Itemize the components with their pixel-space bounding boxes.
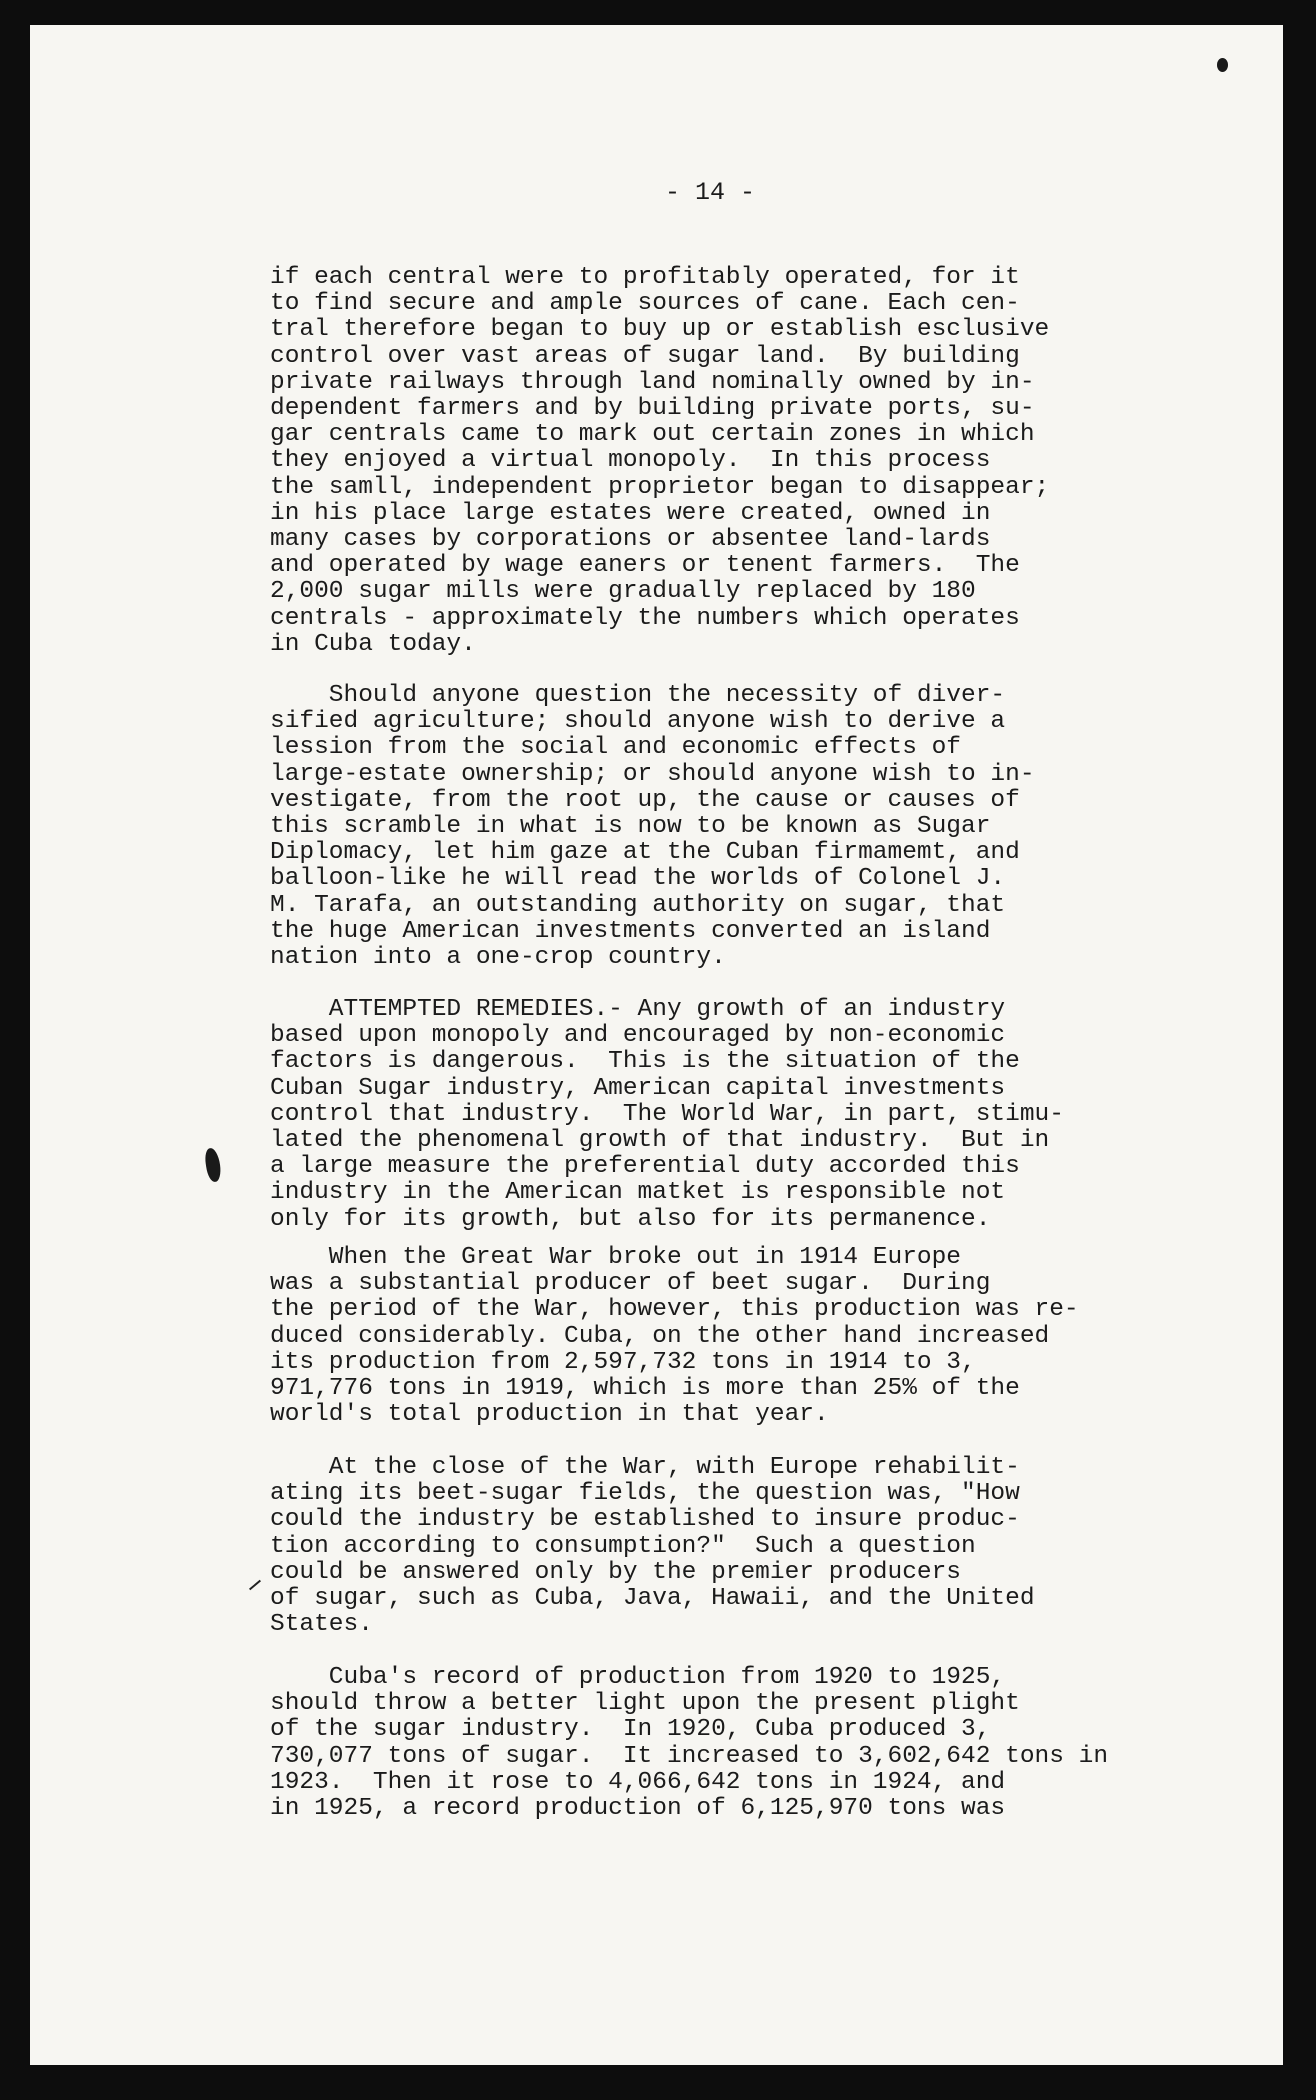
text-line: a large measure the preferential duty accorded this <box>270 1153 1020 1181</box>
text-line: Cuban Sugar industry, American capital investments <box>270 1074 1006 1102</box>
text-line: in Cuba today. <box>270 630 476 658</box>
text-line: States. <box>270 1611 373 1639</box>
text-line: in 1925, a record production of 6,125,970 tons was <box>270 1795 1006 1823</box>
text-line: they enjoyed a virtual monopoly. In this process <box>270 447 991 475</box>
text-line: lated the phenomenal growth of that industry. But in <box>270 1127 1050 1155</box>
text-line: was a substantial producer of beet sugar. During <box>270 1270 991 1298</box>
text-line: gar centrals came to mark out certain zones in which <box>270 421 1035 449</box>
text-line: dependent farmers and by building private ports, su- <box>270 395 1035 423</box>
text-line: of sugar, such as Cuba, Java, Hawaii, and the United <box>270 1585 1035 1613</box>
text-line: world's total production in that year. <box>270 1401 829 1429</box>
text-line: nation into a one-crop country. <box>270 944 726 972</box>
text-line: its production from 2,597,732 tons in 1914 to 3, <box>270 1348 976 1376</box>
text-line: many cases by corporations or absentee land-lards <box>270 526 991 554</box>
text-line: could the industry be established to insure produc- <box>270 1506 1020 1534</box>
text-line: only for its growth, but also for its permanence. <box>270 1205 991 1233</box>
text-line: of the sugar industry. In 1920, Cuba produced 3, <box>270 1716 991 1744</box>
text-line: 971,776 tons in 1919, which is more than 25% of the <box>270 1375 1020 1403</box>
text-line: vestigate, from the root up, the cause or causes of <box>270 786 1020 814</box>
text-line: M. Tarafa, an outstanding authority on sugar, that <box>270 891 1006 919</box>
paragraph-sugar-centrals <box>270 265 1049 658</box>
paragraph-great-war <box>270 1245 1079 1428</box>
text-line: could be answered only by the premier producers <box>270 1558 962 1586</box>
text-line: the samll, independent proprietor began to disappear; <box>270 473 1050 501</box>
text-line: private railways through land nominally owned by in- <box>270 368 1035 396</box>
text-line: tral therefore began to buy up or establish esclusive <box>270 316 1050 344</box>
text-line: Should anyone question the necessity of diver- <box>270 682 1006 709</box>
paragraph-diversified-agriculture <box>270 683 1035 971</box>
text-line: to find secure and ample sources of cane. Each cen- <box>270 290 1020 318</box>
text-line: sified agriculture; should anyone wish to derive a <box>270 708 1006 736</box>
text-line: if each central were to profitably operated, for it <box>270 264 1020 291</box>
text-line: the period of the War, however, this production was re- <box>270 1296 1079 1324</box>
text-line: the huge American investments converted an island <box>270 917 991 945</box>
text-line: 1923. Then it rose to 4,066,642 tons in 1924, and <box>270 1768 1006 1796</box>
text-line: duced considerably. Cuba, on the other hand increased <box>270 1322 1050 1350</box>
text-line: based upon monopoly and encouraged by non-economic <box>270 1022 1006 1050</box>
page-number: - 14 - <box>665 178 756 207</box>
text-line: ATTEMPTED REMEDIES.- Any growth of an industry <box>270 996 1006 1023</box>
text-line: large-estate ownership; or should anyone wish to in- <box>270 760 1035 788</box>
text-line: balloon-like he will read the worlds of Colonel J. <box>270 865 1006 893</box>
text-line: factors is dangerous. This is the situation of the <box>270 1048 1020 1076</box>
text-line: should throw a better light upon the present plight <box>270 1690 1020 1718</box>
text-line: 2,000 sugar mills were gradually replaced by 180 <box>270 578 976 606</box>
paragraph-attempted-remedies <box>270 997 1064 1233</box>
text-line: Cuba's record of production from 1920 to 1925, <box>270 1664 1006 1691</box>
text-line: control that industry. The World War, in part, stimu- <box>270 1100 1064 1128</box>
paragraph-close-of-war <box>270 1455 1035 1638</box>
text-line: industry in the American matket is responsible not <box>270 1179 1006 1207</box>
text-line: control over vast areas of sugar land. By building <box>270 342 1020 370</box>
text-line: in his place large estates were created, owned in <box>270 499 991 527</box>
text-line: centrals - approximately the numbers which operates <box>270 604 1020 632</box>
punch-hole-mark <box>1217 58 1228 72</box>
text-line: and operated by wage eaners or tenent farmers. The <box>270 552 1020 580</box>
paragraph-production-record <box>270 1665 1108 1822</box>
text-line: Diplomacy, let him gaze at the Cuban firmamemt, and <box>270 839 1020 867</box>
text-line: ating its beet-sugar fields, the question was, "How <box>270 1480 1020 1508</box>
text-line: this scramble in what is now to be known as Sugar <box>270 813 991 841</box>
text-line: When the Great War broke out in 1914 Europe <box>270 1244 962 1271</box>
text-line: tion according to consumption?" Such a question <box>270 1532 976 1560</box>
text-line: lession from the social and economic effects of <box>270 734 962 762</box>
text-line: 730,077 tons of sugar. It increased to 3,602,642 tons in <box>270 1742 1109 1770</box>
text-line: At the close of the War, with Europe rehabilit- <box>270 1454 1020 1481</box>
